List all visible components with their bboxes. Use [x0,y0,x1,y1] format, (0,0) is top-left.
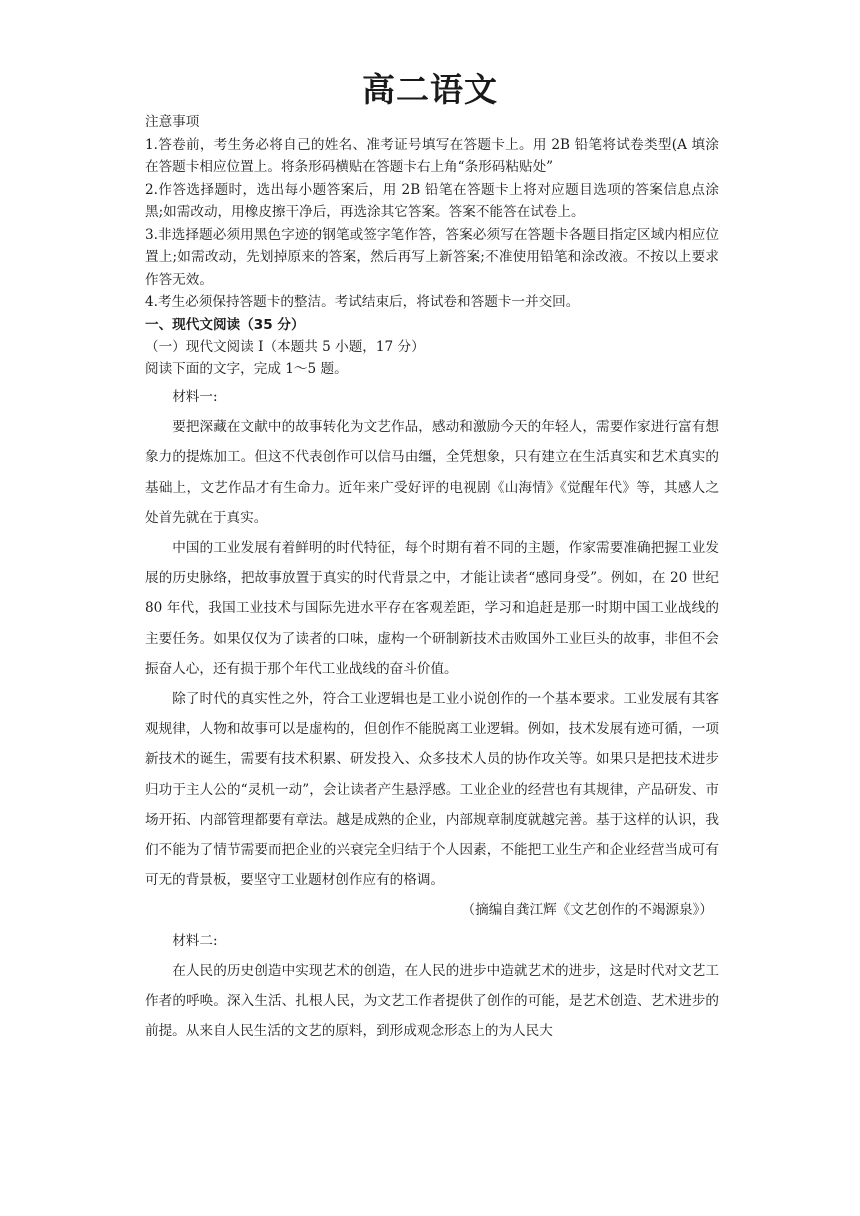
notice-heading: 注意事项 [145,114,200,130]
section-subheading: （一）现代文阅读 I（本题共 5 小题，17 分） [145,339,425,355]
material-2-label: 材料二: [172,932,218,949]
reading-instruction: 阅读下面的文字，完成 1～5 题。 [145,361,348,377]
notice-item-1: 1.答卷前，考生务必将自己的姓名、准考证号填写在答题卡上。用 2B 铅笔将试卷类型(A 填涂在答题卡相应位置上。将条形码横贴在答题卡右上角“条形码粘贴处” [145,136,719,175]
material-1-source: （摘编自龚江辉《文艺创作的不竭源泉》） [461,902,713,919]
material-1-paragraph-3: 除了时代的真实性之外，符合工业逻辑也是工业小说创作的一个基本要求。工业发展有其客观规律，人物和故事可以是虚构的，但创作不能脱离工业逻辑。例如，技术发展有迹可循，一项新技术的诞生，需要有技术积累、研发投入、众多技术人员的协作攻关等。如果只是把技术进步归功于主人公的“灵机一动”，会让读者产生悬浮感。工业企业的经营也有其规律，产品研发、市场开拓、内部管理都要有章法。越是成熟的企业，内部规章制度就越完善。基于这样的认识，我们不能为了情节需要而把企业的兴衰完全归结于个人因素，不能把工业生产和企业经营当成可有可无的背景板，要坚守工业题材创作应有的格调。 [145,691,719,889]
notice-block [145,111,719,314]
reading-passage [145,382,719,1046]
notice-item-4: 4.考生必须保持答题卡的整洁。考试结束后，将试卷和答题卡一并交回。 [145,294,580,310]
material-1-label: 材料一: [172,389,218,405]
notice-item-2: 2.作答选择题时，选出每小题答案后，用 2B 铅笔在答题卡上将对应题目选项的答案信息点涂黑;如需改动，用橡皮擦干净后，再选涂其它答案。答案不能答在试卷上。 [145,181,719,220]
page-title: 高二语文 [362,70,498,109]
material-2-paragraph-1: 在人民的历史创造中实现艺术的创造，在人民的进步中造就艺术的进步，这是时代对文艺工作者的呼唤。深入生活、扎根人民，为文艺工作者提供了创作的可能，是艺术创造、艺术进步的前提。从来自人民生活的文艺的原料，到形成观念形态上的为人民大 [145,962,719,1040]
section-heading: 一、现代文阅读（35 分） [145,317,305,333]
notice-item-3: 3.非选择题必须用黑色字迹的钢笔或签字笔作答，答案必须写在答题卡各题目指定区域内相应位置上;如需改动，先划掉原来的答案，然后再写上新答案;不准使用铅笔和涂改液。不按以上要求作答无效。 [145,226,719,288]
material-1-paragraph-1: 要把深藏在文献中的故事转化为文艺作品，感动和激励今天的年轻人，需要作家进行富有想象力的提炼加工。但这不代表创作可以信马由缰，全凭想象，只有建立在生活真实和艺术真实的基础上，文艺作品才有生命力。近年来广受好评的电视剧《山海情》《觉醒年代》等，其感人之处首先就在于真实。 [145,419,719,526]
material-1-paragraph-2: 中国的工业发展有着鲜明的时代特征，每个时期有着不同的主题，作家需要准确把握工业发展的历史脉络，把故事放置于真实的时代背景之中，才能让读者“感同身受”。例如，在 20 世纪 80 年代，我国工业技术与国际先进水平存在客观差距，学习和追赶是那一时期中国工业战线的主要任务。如果仅仅为了读者的口味，虚构一个研制新技术击败国外工业巨头的故事，非但不会振奋人心，还有损于那个年代工业战线的奋斗价值。 [145,540,719,677]
